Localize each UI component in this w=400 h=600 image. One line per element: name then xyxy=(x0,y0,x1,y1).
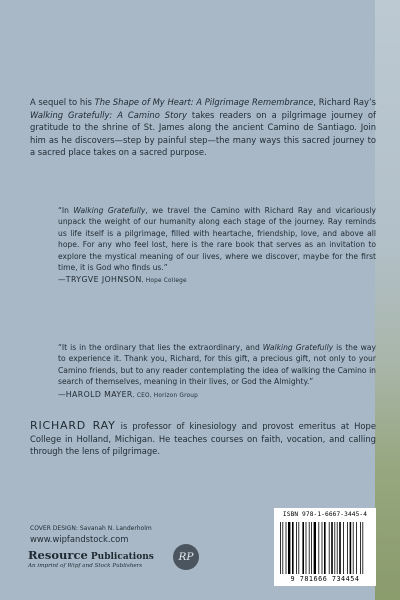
author-bio-text: is professor of kinesiology and provost emeritus at Hope College in Holland, Michigan. He teaches courses on faith, vocation, and calling through the lens of pilgrimage. xyxy=(30,421,376,457)
blurb-mid: , Richard Ray’s xyxy=(313,97,376,107)
publisher-name-sub: Publications xyxy=(87,552,154,562)
barcode-number: 9 781666 734454 xyxy=(290,575,360,583)
prev-book-title: The Shape of My Heart: A Pilgrimage Remembrance xyxy=(94,97,314,107)
publisher-name xyxy=(28,548,178,562)
endorser-1 xyxy=(58,274,376,287)
attribution-dash: — xyxy=(58,389,66,399)
isbn-label: ISBN 978-1-6667-3445-4 xyxy=(282,511,368,518)
blurb-intro: A sequel to his xyxy=(30,97,95,107)
endorser-1-name: TRYGVE JOHNSON xyxy=(65,275,142,285)
quote-1-title: Walking Gratefully xyxy=(73,206,146,215)
publisher-imprint-line: An imprint of Wipf and Stock Publishers xyxy=(28,563,143,569)
endorsement-quote-2 xyxy=(58,342,376,402)
quote-1-post: , we travel the Camino with Richard Ray and vicariously unpack the weight of our humanity along each stage of the journey. Ray reminds us life itself is a pilgrimage, filled with heartache, friendship, love, and above all hope. For any who feel lost, here is the rare book that serves as an invitation to explore the mystical meaning of our lives, where we discover, maybe for the first time, it is God who finds us.” xyxy=(58,206,377,273)
endorsement-quote-1 xyxy=(58,205,376,288)
publisher-url: www.wipfandstock.com xyxy=(30,534,129,544)
cover-design-credit: COVER DESIGN: Savanah N. Landerholm xyxy=(30,525,152,532)
quote-1-pre: “In xyxy=(58,206,74,215)
description-blurb xyxy=(30,96,376,159)
endorser-2-affiliation: , CEO, Horizon Group xyxy=(132,392,199,399)
landscape-photo-strip xyxy=(375,0,400,600)
quote-2-post: is the way to experience it. Thank you, Richard, for this gift, a precious gift, not only to your Camino friends, but to any reader contemplating the idea of walking the Camino in search of themselves, meaning in their lives, or God the Almighty.” xyxy=(58,343,376,387)
isbn-barcode-block xyxy=(274,508,376,586)
author-bio xyxy=(30,420,376,458)
author-name: RICHARD RAY xyxy=(30,419,116,432)
book-title: Walking Gratefully: A Camino Story xyxy=(30,109,187,120)
endorser-2 xyxy=(58,389,376,402)
endorser-1-affiliation: , Hope College xyxy=(141,278,187,285)
endorser-2-name: HAROLD MAYER xyxy=(65,389,133,399)
barcode-icon xyxy=(278,522,372,574)
attribution-dash: — xyxy=(58,275,66,285)
publisher-imprint xyxy=(28,548,178,569)
quote-2-pre: “It is in the ordinary that lies the extraordinary, and xyxy=(58,343,263,352)
blurb-rest: takes readers on a pilgrimage journey of gratitude to the shrine of St. James along the ancient Camino de Santiago. Join him as he discovers—step by painful step—the many ways this sacred journey to a sacred place takes on a sacred purpose. xyxy=(30,109,376,158)
publisher-name-main: Resource xyxy=(28,548,88,562)
quote-2-title: Walking Gratefully xyxy=(262,343,334,352)
publisher-logo-icon: RP xyxy=(173,544,199,570)
